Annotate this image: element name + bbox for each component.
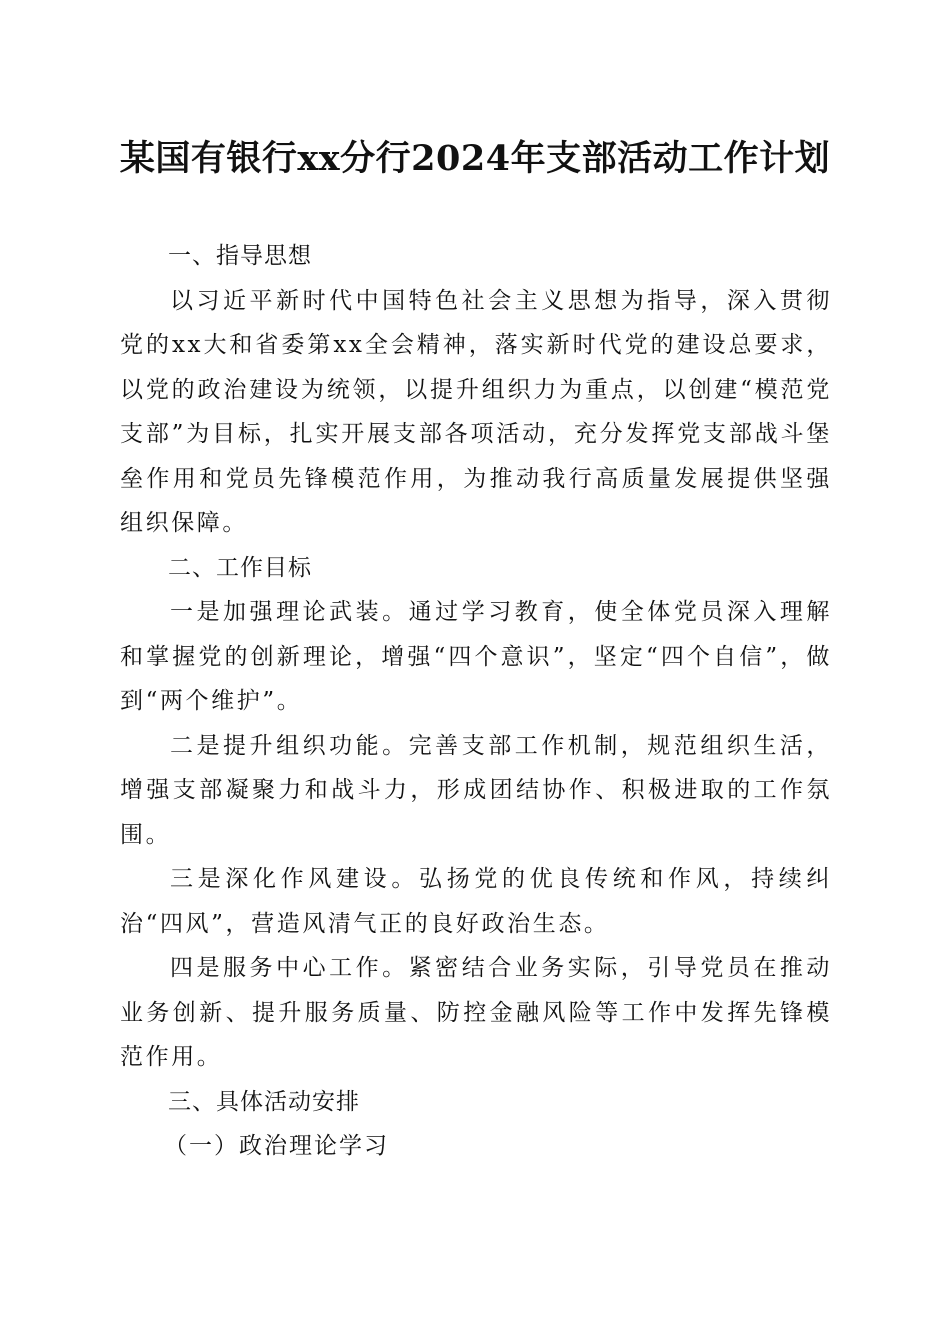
- work-goal-lead: 一是加强理论武装。: [170, 599, 409, 625]
- section-heading-guiding-ideology: 一、指导思想: [168, 243, 312, 269]
- work-goal-text: 弘扬党的优良传统和作风，持续纠治“四风”，营造风清气正的良好政治生态。: [120, 866, 833, 937]
- section-heading-work-goals: 二、工作目标: [168, 554, 312, 581]
- document-body: [120, 234, 832, 1169]
- work-goal-item: [120, 857, 832, 946]
- work-goal-lead: 四是服务中心工作。: [170, 955, 409, 981]
- work-goal-lead: 二是提升组织功能。: [170, 732, 409, 759]
- work-goal-lead: 三是深化作风建设。: [170, 866, 420, 892]
- work-goal-item: [120, 946, 832, 1080]
- section-heading-activity-arrangements: 三、具体活动安排: [168, 1088, 360, 1115]
- work-goal-item: [120, 590, 832, 724]
- work-goal-text: 紧密结合业务实际，引导党员在推动业务创新、提升服务质量、防控金融风险等工作中发挥先锋模范作用。: [120, 955, 832, 1070]
- guiding-ideology-paragraph: 以习近平新时代中国特色社会主义思想为指导，深入贯彻党的xx大和省委第xx全会精神，落实新时代党的建设总要求，以党的政治建设为统领，以提升组织力为重点，以创建“模范党支部”为目标，扎实开展支部各项活动，充分发挥党支部战斗堡垒作用和党员先锋模范作用，为推动我行高质量发展提供坚强组织保障。: [120, 287, 832, 536]
- document-title: 某国有银行xx分行2024年支部活动工作计划: [119, 138, 831, 179]
- work-goal-item: [120, 724, 832, 858]
- work-goal-text: 通过学习教育，使全体党员深入理解和掌握党的创新理论，增强“四个意识”，坚定“四个自信”，做到“两个维护”。: [120, 599, 832, 714]
- subsection-heading-political-theory-study: （一）政治理论学习: [164, 1133, 389, 1159]
- work-goal-text: 完善支部工作机制，规范组织生活，增强支部凝聚力和战斗力，形成团结协作、积极进取的工作氛围。: [120, 732, 832, 848]
